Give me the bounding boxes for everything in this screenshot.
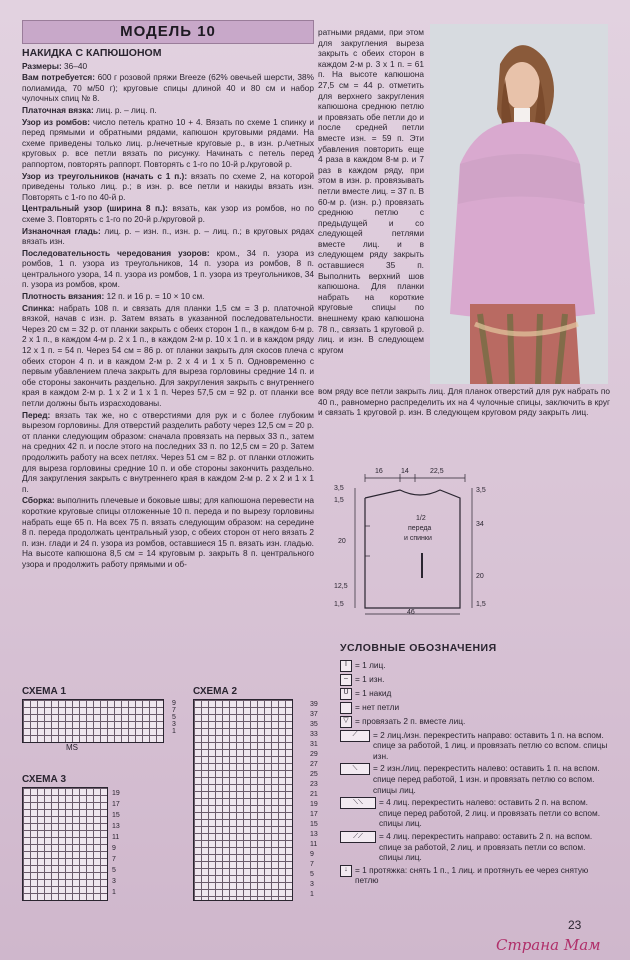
schema-3-row-numbers <box>112 788 120 898</box>
stitch-symbol-icon: ▽ <box>340 716 352 728</box>
row-number: 15 <box>112 812 120 819</box>
row-number: 5 <box>112 867 116 874</box>
paragraph <box>22 226 314 247</box>
row-number: 5 <box>172 714 176 721</box>
symbol-legend <box>340 643 610 888</box>
paragraph-text: лиц. р. – изн. п., изн. р. – лиц. п.; в круговых рядах вязать изн. <box>22 225 314 247</box>
row-number: 33 <box>310 731 318 738</box>
diagram-center-1: 1/2 <box>416 515 426 522</box>
schema-2-title: СХЕМА 2 <box>193 686 238 697</box>
stitch-symbol-icon: ⟍⟍ <box>340 797 376 809</box>
schematic-drawing <box>330 468 510 618</box>
paragraph-heading: Платочная вязка: <box>22 104 94 115</box>
paragraph-heading: Сборка: <box>22 495 55 506</box>
dim-left-2: 1,5 <box>334 497 344 504</box>
row-number: 13 <box>112 823 120 830</box>
paragraph-text: набрать 108 п. и связать для планки 1,5 см = 3 р. платочной вязкой, начав с изн. р. Затем вязать в указанной последовательности. Через 20 см = 32 р. от планки закрыть с обеих сторон 1 п., в каждом 6-м р. 2 х 1 п., в каждом 4-м р. 2 х 1 п., в каждом 2-м р. 10 х 1 п. и в каждом ряду 12 х 1 п. = 54 п. Через 54 см = 86 р. от планки закрыть для скосов плеча с обеих сторон 4 п. и в каждом 2-м р. 2 х 4 и 1 х 5 п. Одновременно с первым убавлением плеча закрыть для выреза горловины средние 14 п. и обе стороны закончить раздельно. Для закругления закрыть с внутреннего края в каждом 2-м р. 1 х 2 и 1 х 1 п. Через 57,5 см = 92 р. от планки все петли должны быть израсходованы. <box>22 302 314 408</box>
model-photo <box>430 24 608 384</box>
row-number: 19 <box>310 801 318 808</box>
row-number: 1 <box>112 889 116 896</box>
model-title: МОДЕЛЬ 10 <box>120 23 216 40</box>
row-number: 19 <box>112 790 120 797</box>
legend-text: = 2 лиц./изн. перекрестить направо: оставить 1 п. на вспом. спице за работой, 1 лиц. и провязать петлю со вспом. спицы изн. <box>373 729 608 761</box>
watermark: Страна Мам <box>496 936 601 954</box>
paragraph-text: 12 п. и 16 р. = 10 × 10 см. <box>104 291 205 302</box>
legend-text: = 2 изн./лиц. перекрестить налево: оставить 1 п. на вспом. спице перед работой, 1 изн. и провязать петлю со вспом. спицы лиц. <box>373 763 600 795</box>
row-number: 5 <box>310 871 314 878</box>
dim-top-1: 16 <box>375 468 383 475</box>
paragraph <box>22 495 314 569</box>
paragraph <box>22 291 314 302</box>
dim-top-2: 14 <box>401 468 409 475</box>
paragraph-heading: Спинка: <box>22 302 55 313</box>
row-number: 31 <box>310 741 318 748</box>
diagram-center-3: и спинки <box>404 535 432 542</box>
legend-item <box>340 730 610 762</box>
stitch-symbol-icon: I <box>340 660 352 672</box>
page-number: 23 <box>568 918 582 932</box>
instructions-middle-column: ратными рядами, при этом для закругления выреза закрыть с обеих сторон в каждом 2-м р. 3 х 1 п. = 61 п. На высоте капюшона 27,5 см = 44 р. отметить для верхнего закругления капюшона среднюю петлю и провязать обе петли до и после средней петли вместе изн. = 59 п. Эти убавления повторить еще 4 раза в каждом 8-м р. и 7 раз в каждом ряду, при этом в изн. р. провязывать петли вместе лиц. = 37 п. В 60-м р. (изн. р.) провязать среднюю петлю с предыдущей и со следующей петлями вместе лиц. и в следующем ряду закрыть оставшиеся 35 п. Выполнить верхний шов капюшона. Для планки набрать на короткие круговые спицы по внешнему краю капюшона 78 п., связать 1 круговой р. лиц. и изн. В следующем кругом <box>318 27 424 355</box>
dim-right-1: 3,5 <box>476 487 486 494</box>
dim-left-4: 12,5 <box>334 583 348 590</box>
instructions-continuation: вом ряду все петли закрыть лиц. Для планок отверстий для рук набрать по 40 п., равномерно распределить их на 4 чулочные спицы, заключить в круг и связать 1 круговой р. изн. В следующем круговом ряду закрыть лиц. <box>318 386 610 418</box>
paragraph <box>22 171 314 203</box>
legend-item <box>340 674 610 686</box>
schema-1-label: MS <box>66 743 78 752</box>
legend-text: = провязать 2 п. вместе лиц. <box>355 715 466 726</box>
paragraph-text: вязать по схеме 2, на которой приведены только лиц. р.; в изн. р. все петли и накиды вязать изн. Повторять с 1-го по 40-й р. <box>22 170 314 202</box>
stitch-symbol-icon: ⟍ <box>340 763 370 775</box>
row-number: 3 <box>112 878 116 885</box>
row-number: 7 <box>310 861 314 868</box>
schema-1 <box>22 686 176 752</box>
row-number: 9 <box>112 845 116 852</box>
paragraph-text: кром., 34 п. узора из ромбов, 1 п. узора из треугольников, 14 п. узора из ромбов, 8 п. центрального узора, 14 п. узора из ромбов, 1 п. узора из треугольников, 34 п. узора из ромбов, кром. <box>22 247 314 290</box>
stitch-symbol-icon <box>340 702 352 714</box>
legend-text: = 4 лиц. перекрестить налево: оставить 2 п. на вспом. спице перед работой, 2 лиц. и провязать петли со вспом. спицы лиц. <box>379 797 600 829</box>
row-number: 15 <box>310 821 318 828</box>
legend-item <box>340 688 610 700</box>
row-number: 39 <box>310 701 318 708</box>
paragraph-heading: Размеры: <box>22 60 62 71</box>
paragraph-heading: Плотность вязания: <box>22 291 105 302</box>
row-number: 13 <box>310 831 318 838</box>
dim-right-2: 34 <box>476 521 484 528</box>
schema-3-title: СХЕМА 3 <box>22 774 67 785</box>
row-number: 1 <box>310 891 314 898</box>
stitch-symbol-icon: ⟋⟋ <box>340 831 376 843</box>
row-number: 9 <box>310 851 314 858</box>
subtitle: НАКИДКА С КАПЮШОНОМ <box>22 47 162 59</box>
paragraph-heading: Последовательность чередования узоров: <box>22 247 210 258</box>
paragraph-text: вязать так же, но с отверстиями для рук и с более глубоким вырезом горловины. Для отверстий разделить работу через 12,5 см = 20 р. от планки следующим образом: сначала провязать на первых 33 п., затем на средних 42 п. и после этого на последних 33 п. по 12,5 см = 20 р. Затем продолжить работу на всех петлях. Через 51 см = 82 р. от планки отложить для выреза горловины средние 10 п. и обе стороны закончить раздельно. Для закругления закрыть с внутреннего края в каждом 2-м р. 2 х 2 и 1 х 1 п. <box>22 409 314 494</box>
row-number: 21 <box>310 791 318 798</box>
pattern-schematic <box>330 468 510 618</box>
paragraph-heading: Узор из треугольников (начать с 1 п.): <box>22 170 188 181</box>
diagram-center-2: переда <box>408 525 432 532</box>
row-number: 3 <box>310 881 314 888</box>
legend-item <box>340 797 610 829</box>
dim-bottom: 46 <box>407 609 415 616</box>
paragraph <box>22 248 314 290</box>
paragraph-text: вязать, как узор из ромбов, но по схеме 3. Повторять с 1-го по 20-й р./круговой р. <box>22 203 314 224</box>
row-number: 9 <box>172 700 176 707</box>
dim-left-5: 1,5 <box>334 601 344 608</box>
legend-text: = 1 лиц. <box>355 659 386 670</box>
row-number: 27 <box>310 761 318 768</box>
row-number: 29 <box>310 751 318 758</box>
paragraph-heading: Вам потребуется: <box>22 72 96 83</box>
schema-2-row-numbers <box>310 700 318 900</box>
legend-title: УСЛОВНЫЕ ОБОЗНАЧЕНИЯ <box>340 642 497 654</box>
woman-in-pink-cape-image <box>430 24 608 384</box>
paragraph <box>22 105 314 116</box>
paragraph-list <box>22 61 314 570</box>
legend-item <box>340 865 610 886</box>
legend-text: = 1 изн. <box>355 673 385 684</box>
dim-top-3: 22,5 <box>430 468 444 475</box>
stitch-symbol-icon: ↓ <box>340 865 352 877</box>
schema-1-row-numbers <box>172 700 176 735</box>
row-number: 37 <box>310 711 318 718</box>
paragraph-heading: Перед: <box>22 409 51 420</box>
paragraph-heading: Центральный узор (ширина 8 п.): <box>22 203 168 214</box>
row-number: 11 <box>310 841 318 848</box>
model-title-bar <box>22 20 314 44</box>
dim-right-4: 1,5 <box>476 601 486 608</box>
paragraph <box>22 203 314 224</box>
stitch-symbol-icon: U <box>340 688 352 700</box>
stitch-symbol-icon: ⟋ <box>340 730 370 742</box>
schema-1-title: СХЕМА 1 <box>22 686 67 697</box>
paragraph-text: число петель кратно 10 + 4. Вязать по схеме 1 спинку и перед прямыми и обратными рядами, капюшон круговыми рядами. На схеме приведены только лиц. р./нечетные круговые р., в изн. р./четных круговых р. все петли вязать по рисунку. Начинать с петель перед раппортом, повторять раппорт. Повторять с 1-го по 10-й р./круговой р. <box>22 116 314 169</box>
legend-text: = 4 лиц. перекрестить направо: оставить 2 п. на вспом. спице за работой, 2 лиц. и провязать петли со вспом. спицы лиц. <box>379 830 593 863</box>
legend-list <box>340 660 610 886</box>
paragraph-heading: Изнаночная гладь: <box>22 225 101 236</box>
dim-right-3: 20 <box>476 573 484 580</box>
dim-left-1: 3,5 <box>334 485 344 492</box>
paragraph-text: 600 г розовой пряжи Breeze (62% овечьей шерсти, 38% полиамида, 70 м/50 г); круговые спицы длиной 40 и 80 см и набор чулочных спиц № 8. <box>22 72 314 104</box>
row-number: 17 <box>310 811 318 818</box>
legend-text: = 1 накид <box>355 687 392 698</box>
row-number: 11 <box>112 834 120 841</box>
paragraph <box>22 61 314 72</box>
paragraph-text: лиц. р. – лиц. п. <box>93 104 157 115</box>
schema-2 <box>193 686 318 901</box>
row-number: 23 <box>310 781 318 788</box>
stitch-symbol-icon: – <box>340 674 352 686</box>
schema-1-grid <box>22 699 164 743</box>
legend-item <box>340 763 610 795</box>
row-number: 35 <box>310 721 318 728</box>
legend-text: = 1 протяжка: снять 1 п., 1 лиц. и протянуть ее через снятую петлю <box>355 864 589 886</box>
legend-text: = нет петли <box>355 701 400 712</box>
paragraph <box>22 410 314 495</box>
schema-3 <box>22 774 120 901</box>
row-number: 17 <box>112 801 120 808</box>
paragraph <box>22 72 314 104</box>
paragraph <box>22 303 314 409</box>
paragraph-text: 36–40 <box>61 60 88 71</box>
legend-item <box>340 660 610 672</box>
row-number: 7 <box>112 856 116 863</box>
row-number: 1 <box>172 728 176 735</box>
row-number: 7 <box>172 707 176 714</box>
schema-3-grid <box>22 787 108 901</box>
row-number: 25 <box>310 771 318 778</box>
paragraph <box>22 117 314 170</box>
paragraph-text: выполнить плечевые и боковые швы; для капюшона перевести на короткие круговые спицы отложенные 10 п. переда и по вырезу горловины набрать еще 65 п. На всех 75 п. вязать следующим образом: на середине 8 п. переда продолжать центральный узор, с обеих сторон от него вязать 2 п. изн. глади и 24 п. узора из ромбов, оставшиеся 15 п. вязать изн. гладью. На высоте капюшона 8,5 см = 14 круговым р. закрыть 8 п. центрального узора и продолжить работу прямыми и об- <box>22 495 314 569</box>
paragraph-heading: Узор из ромбов: <box>22 116 90 127</box>
row-number: 3 <box>172 721 176 728</box>
legend-item <box>340 716 610 728</box>
legend-item <box>340 831 610 863</box>
dim-left-3: 20 <box>338 538 346 545</box>
schema-2-grid <box>193 699 293 901</box>
instructions-left-column <box>22 48 314 571</box>
legend-item <box>340 702 610 714</box>
